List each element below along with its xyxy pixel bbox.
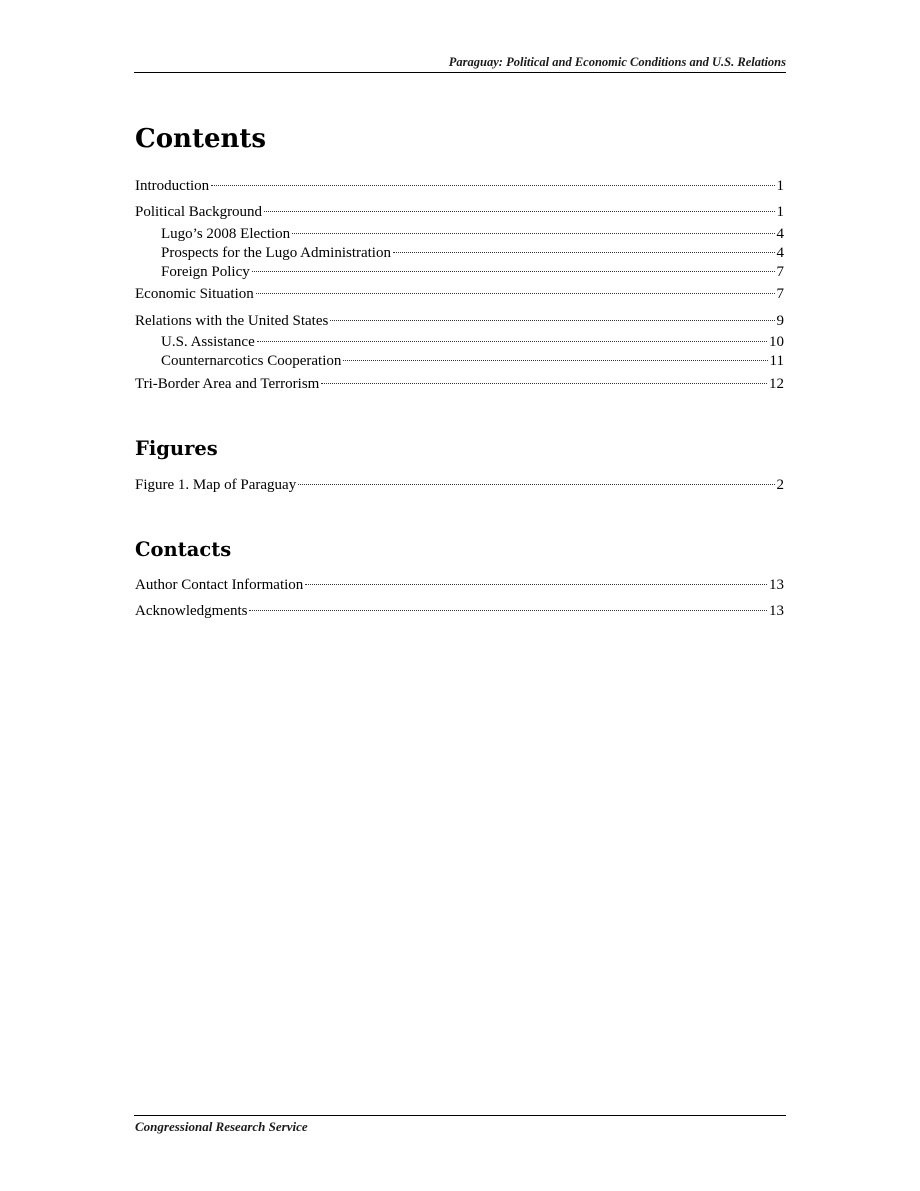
toc-page-number: 13 bbox=[769, 577, 784, 593]
toc-entry-us-assistance[interactable] bbox=[161, 333, 784, 352]
toc-entry-economic-situation[interactable] bbox=[135, 285, 784, 304]
header-divider bbox=[134, 72, 786, 73]
toc-page-number: 11 bbox=[769, 353, 784, 369]
toc-entry-tri-border[interactable] bbox=[135, 375, 784, 394]
toc-entry-label: Counternarcotics Cooperation bbox=[161, 353, 342, 369]
toc-entry-label: Relations with the United States bbox=[135, 313, 329, 329]
footer-divider bbox=[134, 1115, 786, 1116]
toc-page-number: 12 bbox=[769, 376, 784, 392]
toc-page-number: 10 bbox=[769, 334, 784, 350]
toc-entry-lugo-election[interactable] bbox=[161, 225, 784, 244]
toc-entry-label: Tri-Border Area and Terrorism bbox=[135, 376, 320, 392]
toc-entry-political-background[interactable] bbox=[135, 203, 784, 222]
toc-entry-counternarcotics[interactable] bbox=[161, 352, 784, 371]
toc-entry-label: U.S. Assistance bbox=[161, 334, 255, 350]
toc-page-number: 9 bbox=[776, 313, 784, 329]
figures-heading: Figures bbox=[135, 437, 218, 460]
toc-page-number: 7 bbox=[776, 286, 784, 302]
toc-page-number: 13 bbox=[769, 603, 784, 619]
dot-leader bbox=[256, 293, 775, 294]
toc-page-number: 4 bbox=[776, 245, 784, 261]
dot-leader bbox=[211, 185, 774, 186]
dot-leader bbox=[393, 252, 775, 253]
toc-entry-introduction[interactable] bbox=[135, 177, 784, 196]
toc-entry-label: Foreign Policy bbox=[161, 264, 250, 280]
dot-leader bbox=[257, 341, 767, 342]
toc-entry-prospects-lugo[interactable] bbox=[161, 244, 784, 263]
toc-entry-label: Political Background bbox=[135, 204, 263, 220]
contents-heading: Contents bbox=[135, 124, 267, 154]
toc-entry-label: Introduction bbox=[135, 178, 210, 194]
dot-leader bbox=[321, 383, 767, 384]
running-header-title: Paraguay: Political and Economic Conditions and U.S. Relations bbox=[448, 55, 786, 69]
dot-leader bbox=[292, 233, 774, 234]
toc-entry-figure-1[interactable] bbox=[135, 476, 784, 495]
dot-leader bbox=[298, 484, 774, 485]
toc-page-number: 1 bbox=[776, 204, 784, 220]
toc-entry-label: Acknowledgments bbox=[135, 603, 248, 619]
dot-leader bbox=[330, 320, 774, 321]
toc-entry-label: Economic Situation bbox=[135, 286, 254, 302]
toc-entry-author-contact[interactable] bbox=[135, 576, 784, 595]
dot-leader bbox=[264, 211, 774, 212]
toc-entry-label: Prospects for the Lugo Administration bbox=[161, 245, 391, 261]
toc-entry-label: Figure 1. Map of Paraguay bbox=[135, 477, 297, 493]
toc-page-number: 1 bbox=[776, 178, 784, 194]
contacts-heading: Contacts bbox=[135, 538, 232, 561]
dot-leader bbox=[249, 610, 767, 611]
toc-page-number: 2 bbox=[776, 477, 784, 493]
footer-publisher: Congressional Research Service bbox=[135, 1119, 308, 1134]
toc-entry-relations-us[interactable] bbox=[135, 312, 784, 331]
toc-entry-foreign-policy[interactable] bbox=[161, 263, 784, 282]
dot-leader bbox=[343, 360, 767, 361]
toc-page-number: 7 bbox=[776, 264, 784, 280]
toc-entry-label: Lugo’s 2008 Election bbox=[161, 226, 291, 242]
toc-entry-acknowledgments[interactable] bbox=[135, 602, 784, 621]
dot-leader bbox=[252, 271, 775, 272]
dot-leader bbox=[305, 584, 767, 585]
toc-entry-label: Author Contact Information bbox=[135, 577, 304, 593]
toc-page-number: 4 bbox=[776, 226, 784, 242]
